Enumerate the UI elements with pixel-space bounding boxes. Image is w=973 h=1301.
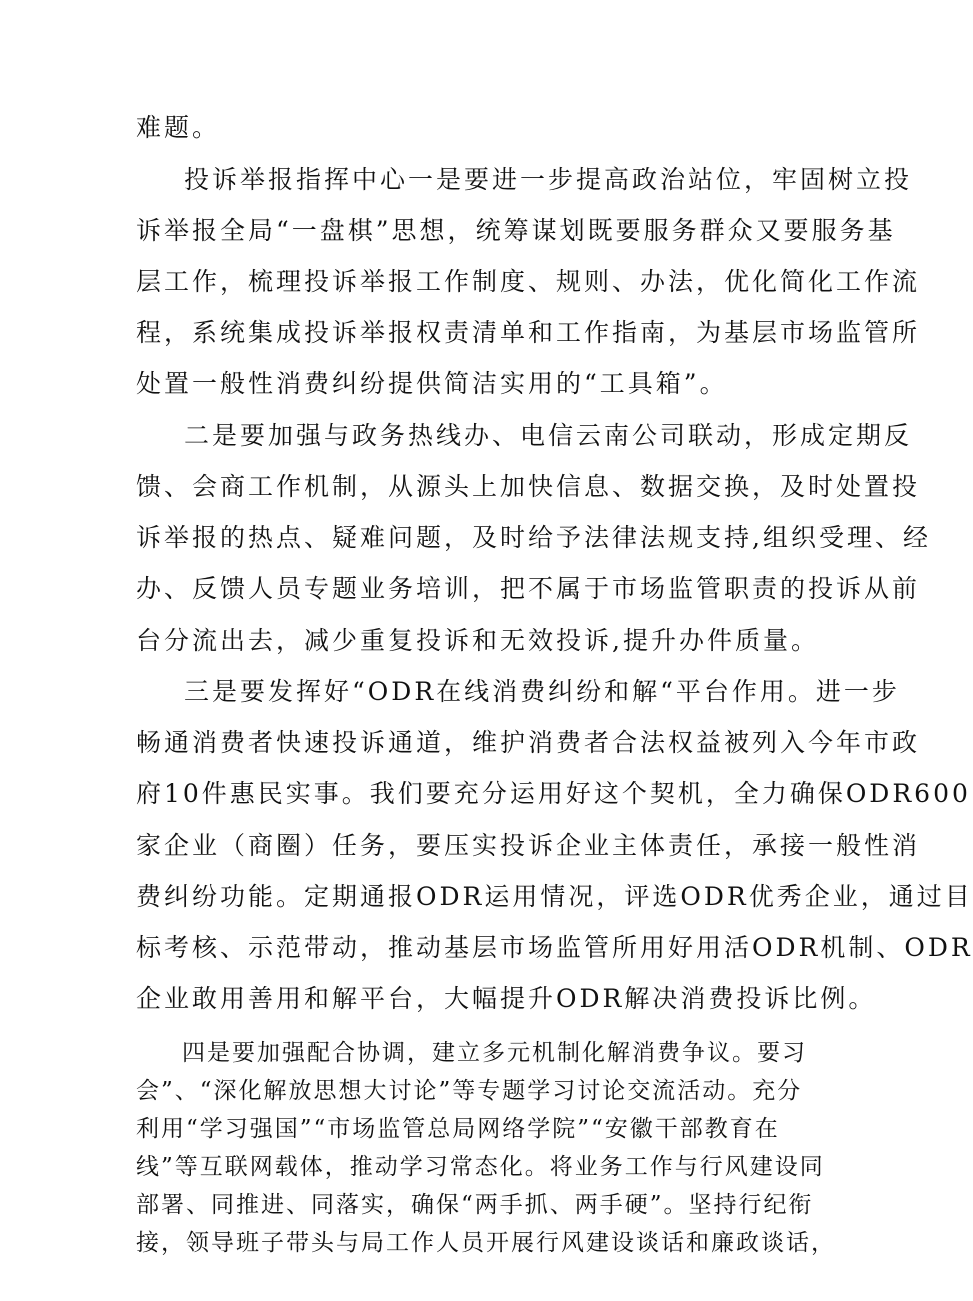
text-line: 诉举报全局“一盘棋”思想，统筹谋划既要服务群众又要服务基: [136, 216, 896, 245]
text-line: 处置一般性消费纠纷提供简洁实用的“工具箱”。: [136, 369, 728, 398]
text-line: 二是要加强与政务热线办、电信云南公司联动，形成定期反: [184, 421, 913, 450]
text-line: 费纠纷功能。定期通报ODR运用情况，评选ODR优秀企业，通过目: [136, 882, 973, 911]
text-line: 家企业（商圈）任务，要压实投诉企业主体责任，承接一般性消: [136, 831, 921, 860]
text-line: 府10件惠民实事。我们要充分运用好这个契机，全力确保ODR600: [136, 779, 971, 808]
text-line: 企业敢用善用和解平台，大幅提升ODR解决消费投诉比例。: [136, 984, 877, 1013]
text-line: 畅通消费者快速投诉通道，维护消费者合法权益被列入今年市政: [136, 728, 921, 757]
text-line: 利用“学习强国”“市场监管总局网络学院”“安徽干部教育在: [136, 1116, 780, 1142]
text-line: 难题。: [136, 113, 221, 142]
text-line: 程，系统集成投诉举报权责清单和工作指南，为基层市场监管所: [136, 318, 921, 347]
text-line: 接，领导班子带头与局工作人员开展行风建设谈话和廉政谈话，: [136, 1230, 836, 1256]
text-line: 线”等互联网载体，推动学习常态化。将业务工作与行风建设同: [136, 1154, 825, 1180]
text-line: 层工作，梳理投诉举报工作制度、规则、办法，优化简化工作流: [136, 267, 921, 296]
text-line: 诉举报的热点、疑难问题，及时给予法律法规支持,组织受理、经: [136, 523, 931, 552]
text-line: 馈、会商工作机制，从源头上加快信息、数据交换，及时处置投: [136, 472, 921, 501]
text-line: 部署、同推进、同落实，确保“两手抓、两手硬”。坚持行纪衔: [136, 1192, 814, 1218]
text-line: 三是要发挥好“ODR在线消费纠纷和解“平台作用。进一步: [184, 677, 900, 706]
text-line: 办、反馈人员专题业务培训，把不属于市场监管职责的投诉从前: [136, 574, 921, 603]
text-line: 会”、“深化解放思想大讨论”等专题学习讨论交流活动。充分: [136, 1078, 803, 1104]
text-line: 四是要加强配合协调，建立多元机制化解消费争议。要习: [182, 1040, 807, 1066]
text-line: 台分流出去，减少重复投诉和无效投诉,提升办件质量。: [136, 626, 819, 655]
text-line: 投诉举报指挥中心一是要进一步提高政治站位，牢固树立投: [184, 165, 913, 194]
text-line: 标考核、示范带动，推动基层市场监管所用好用活ODR机制、ODR: [136, 933, 973, 962]
